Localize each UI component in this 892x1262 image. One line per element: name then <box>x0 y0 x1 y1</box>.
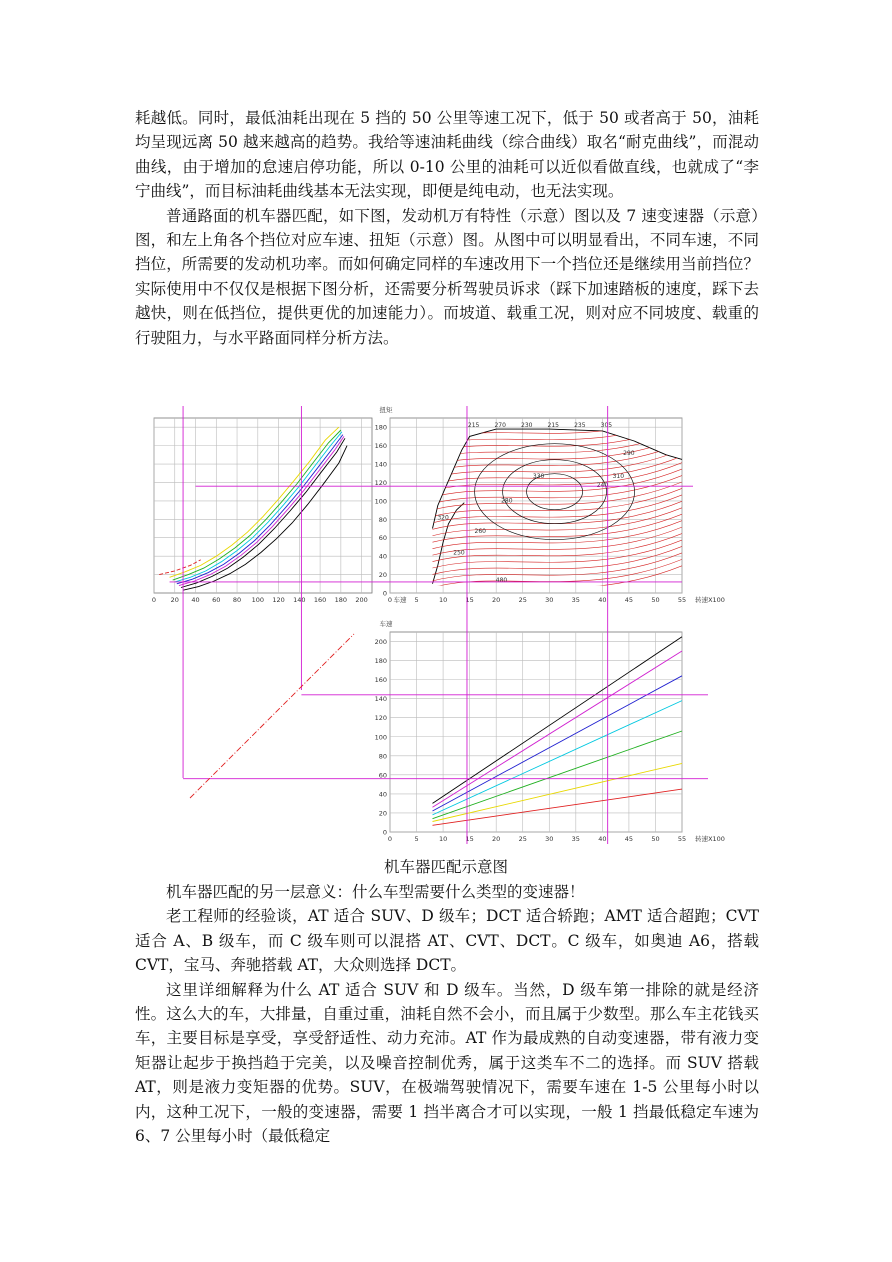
y-tick-label: 120 <box>374 714 387 723</box>
x-tick-label: 40 <box>598 596 607 604</box>
x-tick-label: 25 <box>518 835 527 843</box>
x-axis-label: 车速 <box>393 596 407 604</box>
x-tick-label: 120 <box>272 596 285 604</box>
x-tick-label: 55 <box>677 596 687 604</box>
x-tick-label: 200 <box>355 596 368 604</box>
x-tick-label: 20 <box>492 596 501 604</box>
y-tick-label: 140 <box>374 695 387 704</box>
contour-label: 280 <box>501 497 513 505</box>
iso-line <box>503 460 607 524</box>
series-line <box>175 432 342 582</box>
x-axis-label: 转速X100 <box>695 596 725 604</box>
y-axis-label: 车速 <box>379 620 393 628</box>
y-tick-label: 160 <box>374 442 387 451</box>
gear-speed-chart <box>375 619 725 843</box>
body-text-bottom <box>135 880 759 1148</box>
x-tick-label: 40 <box>598 835 607 843</box>
x-tick-label: 100 <box>251 596 265 604</box>
y-tick-label: 80 <box>378 515 387 524</box>
contour-label: 290 <box>623 449 635 457</box>
x-tick-label: 30 <box>545 835 554 843</box>
x-tick-label: 20 <box>170 596 179 604</box>
x-tick-label: 45 <box>624 835 634 843</box>
y-tick-label: 60 <box>378 534 387 543</box>
matching-figure <box>148 398 748 848</box>
contour-label: 240 <box>596 482 609 490</box>
x-tick-label: 0 <box>387 596 393 604</box>
y-tick-label: 0 <box>382 828 387 837</box>
plot-frame <box>154 418 372 593</box>
contour-label: 250 <box>453 549 465 557</box>
series-line <box>170 427 339 577</box>
y-tick-label: 0 <box>382 589 387 598</box>
y-tick-label: 80 <box>378 752 387 761</box>
contour-label: 215 <box>467 422 480 429</box>
contour-label: 215 <box>547 422 559 429</box>
paragraph: 这里详细解释为什么 AT 适合 SUV 和 D 级车。当然，D 级车第一排除的就是经济性。这么大的车，大排量，自重过重，油耗自然不会小，而且属于少数型。那么车主花钱买车，主要目标是享受，享受舒适性、动力充沛。AT 作为最成熟的自动变速器，带有液力变矩器让起步于换挡趋于完美，以及噪音控制优秀，属于这类车不二的选择。而 SUV 搭载 AT，则是液力变矩器的优势。SUV，在极端驾驶情况下，需要车速在 1-5 公里每小时以内，这种工况下，一般的变速器，需要 1 挡半离合才可以实现，一般 1 挡最低稳定车速为 6、7 公里每小时（最低稳定 <box>135 980 759 1146</box>
speed-torque-chart <box>152 418 407 604</box>
x-tick-label: 35 <box>571 596 580 604</box>
contour-label: 305 <box>600 422 613 429</box>
paragraph: 耗越低。同时，最低油耗出现在 5 挡的 50 公里等速工况下，低于 50 或者高于 50，油耗均呈现远离 50 越来越高的趋势。我给等速油耗曲线（综合曲线）取名“耐克曲线”，而混动曲线，由于增加的怠速启停功能，所以 0-10 公里的油耗可以近似看做直线，也就成了“李宁曲线”，而目标油耗曲线基本无法实现，即便是纯电动，也无法实现。 <box>135 109 759 201</box>
y-tick-label: 60 <box>378 771 387 780</box>
y-tick-label: 40 <box>378 552 387 561</box>
y-tick-label: 100 <box>374 733 387 742</box>
x-tick-label: 40 <box>191 596 200 604</box>
x-tick-label: 80 <box>232 596 242 604</box>
contour-label: 260 <box>474 528 486 536</box>
series-line <box>181 438 345 587</box>
contour-label: 330 <box>532 472 545 480</box>
body-text-top <box>135 106 759 350</box>
x-tick-label: 5 <box>414 596 419 604</box>
contour-label: 270 <box>494 422 506 429</box>
y-tick-label: 160 <box>374 676 387 685</box>
figure-caption: 机车器匹配示意图 <box>383 858 508 876</box>
x-tick-label: 25 <box>518 596 527 604</box>
x-tick-label: 140 <box>293 596 306 604</box>
x-tick-label: 15 <box>465 835 474 843</box>
contour-label: 230 <box>521 422 533 429</box>
x-tick-label: 50 <box>651 835 660 843</box>
x-tick-label: 10 <box>438 596 448 604</box>
y-tick-label: 20 <box>378 809 387 818</box>
y-tick-label: 180 <box>374 657 387 666</box>
y-tick-label: 180 <box>374 423 387 432</box>
contour-label: 310 <box>612 472 625 480</box>
x-tick-label: 180 <box>334 596 348 604</box>
y-tick-label: 140 <box>374 460 387 469</box>
contour-label: 480 <box>495 576 508 584</box>
x-tick-label: 55 <box>677 835 687 843</box>
series-line <box>183 446 347 591</box>
paragraph: 普通路面的机车器匹配，如下图，发动机万有特性（示意）图以及 7 速变速器（示意）图，和左上角各个挡位对应车速、扭矩（示意）图。从图中可以明显看出，不同车速，不同挡位，所需要的发动机功率。而如何确定同样的车速改用下一个挡位还是继续用当前挡位？实际使用中不仅仅是根据下图分析，还需要分析驾驶员诉求（踩下加速踏板的速度，踩下去越快，则在低挡位，提供更优的加速能力）。而坡道、载重工况，则对应不同坡度、载重的行驶阻力，与水平路面同样分析方法。 <box>135 206 759 347</box>
x-tick-label: 35 <box>571 835 580 843</box>
x-tick-label: 60 <box>212 596 221 604</box>
x-tick-label: 30 <box>545 596 554 604</box>
y-tick-label: 20 <box>378 571 387 580</box>
y-tick-label: 200 <box>374 638 387 647</box>
y-axis-label: 扭矩 <box>379 406 393 414</box>
x-tick-label: 15 <box>465 596 474 604</box>
paragraph: 机车器匹配的另一层意义：什么车型需要什么类型的变速器！ <box>166 883 585 901</box>
contour-label: 235 <box>574 422 586 429</box>
contour-label: 320 <box>437 514 449 522</box>
y-tick-label: 100 <box>374 497 387 506</box>
iso-line <box>475 444 635 540</box>
x-tick-label: 5 <box>414 835 419 843</box>
x-tick-label: 10 <box>438 835 448 843</box>
engine-map-chart <box>375 405 725 604</box>
x-tick-label: 45 <box>624 596 634 604</box>
x-axis-label: 转速X100 <box>695 835 725 843</box>
x-tick-label: 0 <box>151 596 157 604</box>
x-tick-label: 50 <box>651 596 660 604</box>
y-tick-label: 120 <box>374 478 387 487</box>
x-tick-label: 0 <box>387 835 393 843</box>
x-tick-label: 160 <box>313 596 327 604</box>
y-tick-label: 40 <box>378 790 387 799</box>
paragraph: 老工程师的经验谈，AT 适合 SUV、D 级车；DCT 适合轿跑；AMT 适合超跑；CVT 适合 A、B 级车，而 C 级车则可以混搭 AT、CVT、DCT。C 级车，如奥迪 A6，搭载 CVT，宝马、奔驰搭载 AT，大众则选择 DCT。 <box>135 907 759 975</box>
transfer-diagonal <box>190 634 354 798</box>
x-tick-label: 20 <box>492 835 501 843</box>
